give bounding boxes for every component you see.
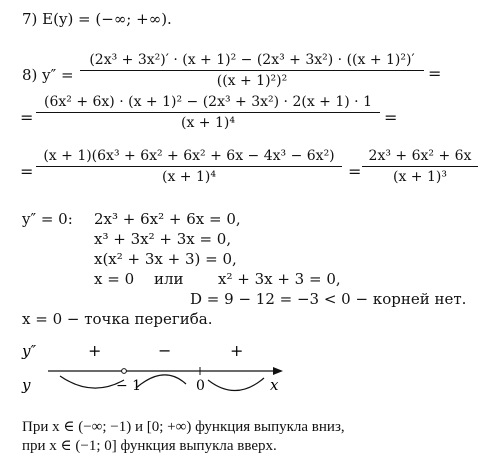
fraction-3 (36, 148, 342, 185)
solve-line-4a: x = 0 (94, 270, 135, 288)
solve-line-4-or: или (154, 270, 184, 288)
point-0: 0 (196, 378, 205, 394)
equals-1: = (428, 64, 442, 83)
fraction-3-denominator: (x + 1)⁴ (162, 169, 216, 185)
solve-line-1: 2x³ + 6x² + 6x = 0, (94, 210, 241, 228)
sign-2: − (158, 341, 172, 360)
sign-chart (0, 340, 500, 410)
fraction-1-denominator: ((x + 1)²)² (216, 73, 288, 89)
fraction-4-numerator: 2x³ + 6x² + 6x (368, 148, 472, 164)
inflection-point: x = 0 − точка перегиба. (22, 310, 213, 328)
convex-up-arc (136, 375, 186, 388)
y2-label: y″ (22, 342, 37, 360)
fraction-1 (80, 52, 424, 89)
fraction-4-denominator: (x + 1)³ (393, 169, 447, 185)
solve-line-3: x(x² + 3x + 3) = 0, (94, 250, 237, 268)
equals-3: = (20, 162, 34, 181)
number-line-arrow (273, 367, 283, 375)
solve-line-4b: x² + 3x + 3 = 0, (218, 270, 341, 288)
convex-down-arc-right (208, 378, 264, 391)
point-minus-1: − 1 (116, 378, 142, 394)
step-7: 7) E(y) = (−∞; +∞). (22, 10, 172, 28)
equals-4: = (348, 162, 362, 181)
sign-1: + (88, 341, 102, 360)
fraction-4 (362, 148, 478, 185)
fraction-1-numerator: (2x³ + 3x²)′ · (x + 1)² − (2x³ + 3x²) · ((x + 1)²)′ (89, 52, 415, 68)
fraction-2-numerator: (6x² + 6x) · (x + 1)² − (2x³ + 3x²) · 2(x + 1) · 1 (44, 94, 372, 110)
fraction-2-denominator: (x + 1)⁴ (181, 115, 235, 131)
equals-2: = (384, 108, 398, 127)
sign-3: + (230, 341, 244, 360)
conclusion-line-2: при x ∈ (−1; 0] функция выпукла вверх. (22, 438, 277, 454)
x-label: x (270, 376, 279, 394)
solve-label: y″ = 0: (22, 210, 73, 228)
fraction-2 (36, 94, 380, 131)
fraction-3-numerator: (x + 1)(6x³ + 6x² + 6x² + 6x − 4x³ − 6x²) (43, 148, 335, 164)
equals-0: = (20, 108, 34, 127)
step-8-lhs: 8) y″ = (22, 66, 74, 84)
open-point-minus-1 (122, 369, 127, 374)
convex-down-arc-left (60, 376, 124, 388)
conclusion-line-1: При x ∈ (−∞; −1) и [0; +∞) функция выпукла вниз, (22, 419, 345, 435)
y-label: y (22, 376, 31, 394)
solve-line-2: x³ + 3x² + 3x = 0, (94, 230, 232, 248)
discriminant-line: D = 9 − 12 = −3 < 0 − корней нет. (190, 290, 467, 308)
